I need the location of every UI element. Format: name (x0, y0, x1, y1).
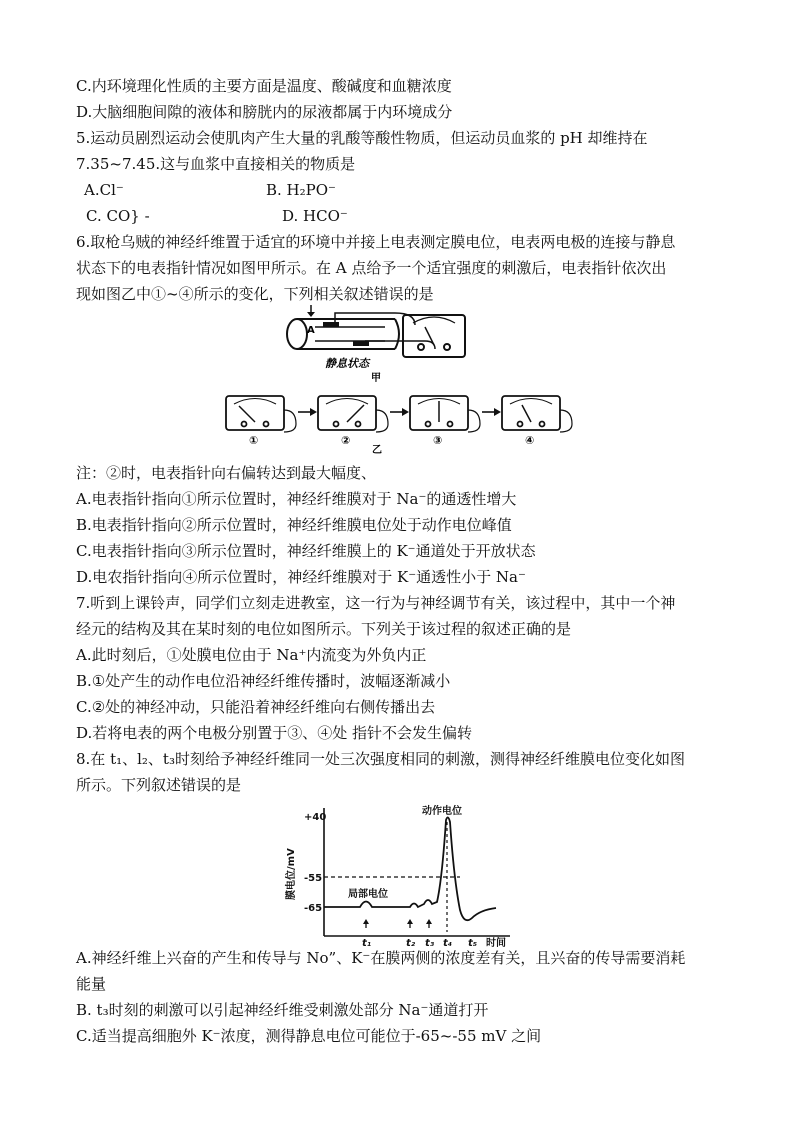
meter-label-1: ① (249, 434, 259, 447)
figure-jia-caption: 甲 (371, 373, 381, 384)
resting-state-label: 静息状态 (325, 357, 369, 370)
q5-stem-line2: 7.35~7.45.这与血浆中直接相关的物质是 (76, 155, 356, 173)
ytick-minus65: -65 (304, 903, 323, 914)
q4-option-c: C.内环境理化性质的主要方面是温度、酸碱度和血糖浓度 (76, 77, 452, 95)
q8-stem-line2: 所示。下列叙述错误的是 (76, 776, 242, 794)
figure-yi (222, 388, 582, 454)
meter-label-4: ④ (525, 434, 535, 447)
meter-1 (226, 396, 296, 432)
stim-arrow-t3-icon (426, 919, 432, 924)
q7-option-c: C.②处的神经冲动，只能沿着神经纤维向右侧传播出去 (76, 698, 436, 716)
x-axis-label: 时间 (486, 938, 506, 948)
xtick-t1: t₁ (362, 938, 372, 948)
local-potential-label: 局部电位 (348, 889, 388, 900)
xtick-t2: t₂ (406, 938, 416, 948)
point-a-label: A (307, 325, 315, 336)
xtick-t5: t₅ (468, 938, 478, 948)
q4-option-d: D.大脑细胞间隙的液体和膀胱内的尿液都属于内环境成分 (76, 103, 453, 121)
q5-option-c: C. CO} - (86, 207, 150, 225)
q8-stem-line1: 8.在 t₁、l₂、t₃时刻给予神经纤维同一处三次强度相同的刺激，测得神经纤维膜电位变化如图 (76, 750, 685, 768)
action-potential-label: 动作电位 (422, 806, 462, 817)
arrow-3-4-icon (494, 408, 501, 416)
arrow-2-3-icon (402, 408, 409, 416)
xtick-t4: t₄ (443, 938, 453, 948)
q7-option-a: A.此时刻后，①处膜电位由于 Na⁺内流变为外负内正 (76, 646, 427, 664)
q6-stem-line1: 6.取枪乌贼的神经纤维置于适宜的环境中并接上电表测定膜电位，电表两电极的连接与静息 (76, 233, 676, 251)
figure-yi-caption: 乙 (372, 445, 382, 454)
arrow-1-2-icon (310, 408, 317, 416)
meter-label-2: ② (341, 434, 351, 447)
q5-option-b: B. H₂PO⁻ (266, 181, 336, 199)
q7-stem-line1: 7.听到上课铃声，同学们立刻走进教室，这一行为与神经调节有关，该过程中，其中一个神 (76, 594, 676, 612)
meter-3 (410, 396, 480, 432)
q6-option-d: D.电农指针指向④所示位置时，神经纤维膜对于 K⁻通透性小于 Na⁻ (76, 568, 526, 586)
meter-2 (318, 396, 388, 432)
q6-option-a: A.电表指针指向①所示位置时，神经纤维膜对于 Na⁻的通透性增大 (76, 490, 517, 508)
y-axis-label: 膜电位/mV (286, 848, 297, 900)
stim-arrow-t1-icon (363, 919, 369, 924)
q6-stem-line3: 现如图乙中①~④所示的变化，下列相关叙述错误的是 (76, 285, 434, 303)
meter-4 (502, 396, 572, 432)
figure-membrane-potential (282, 800, 522, 948)
q6-note: 注：②时，电表指针向右偏转达到最大幅度、 (76, 464, 377, 482)
q8-option-b: B. t₃时刻的刺激可以引起神经纤维受刺激处部分 Na⁻通道打开 (76, 1001, 489, 1019)
q6-option-b: B.电表指针指向②所示位置时，神经纤维膜电位处于动作电位峰值 (76, 516, 512, 534)
q7-option-d: D.若将电表的两个电极分别置于③、④处 指针不会发生偏转 (76, 724, 473, 742)
potential-curve (324, 817, 496, 920)
q5-option-d: D. HCO⁻ (282, 207, 348, 225)
q5-stem-line1: 5.运动员剧烈运动会使肌肉产生大量的乳酸等酸性物质，但运动员血浆的 pH 却维持在 (76, 129, 648, 147)
xtick-t3: t₃ (425, 938, 435, 948)
q7-option-b: B.①处产生的动作电位沿神经纤维传播时，波幅逐渐减小 (76, 672, 451, 690)
q6-option-c: C.电表指针指向③所示位置时，神经纤维膜上的 K⁻通道处于开放状态 (76, 542, 536, 560)
q8-option-c: C.适当提高细胞外 K⁻浓度，测得静息电位可能位于-65~-55 mV 之间 (76, 1027, 542, 1045)
ytick-minus55: -55 (304, 873, 323, 884)
q5-option-a: A.Cl⁻ (84, 181, 124, 199)
q8-option-a-line1: A.神经纤维上兴奋的产生和传导与 No”、K⁻在膜两侧的浓度差有关，且兴奋的传导需要消耗 (76, 949, 686, 967)
ytick-plus40: +40 (304, 812, 327, 823)
q7-stem-line2: 经元的结构及其在某时刻的电位如图所示。下列关于该过程的叙述正确的是 (76, 620, 572, 638)
figure-jia (275, 305, 475, 385)
meter-label-3: ③ (433, 434, 443, 447)
stim-arrow-t2-icon (407, 919, 413, 924)
q8-option-a-line2: 能量 (76, 975, 107, 993)
q6-stem-line2: 状态下的电表指针情况如图甲所示。在 A 点给予一个适宜强度的刺激后，电表指针依次出 (76, 259, 667, 277)
